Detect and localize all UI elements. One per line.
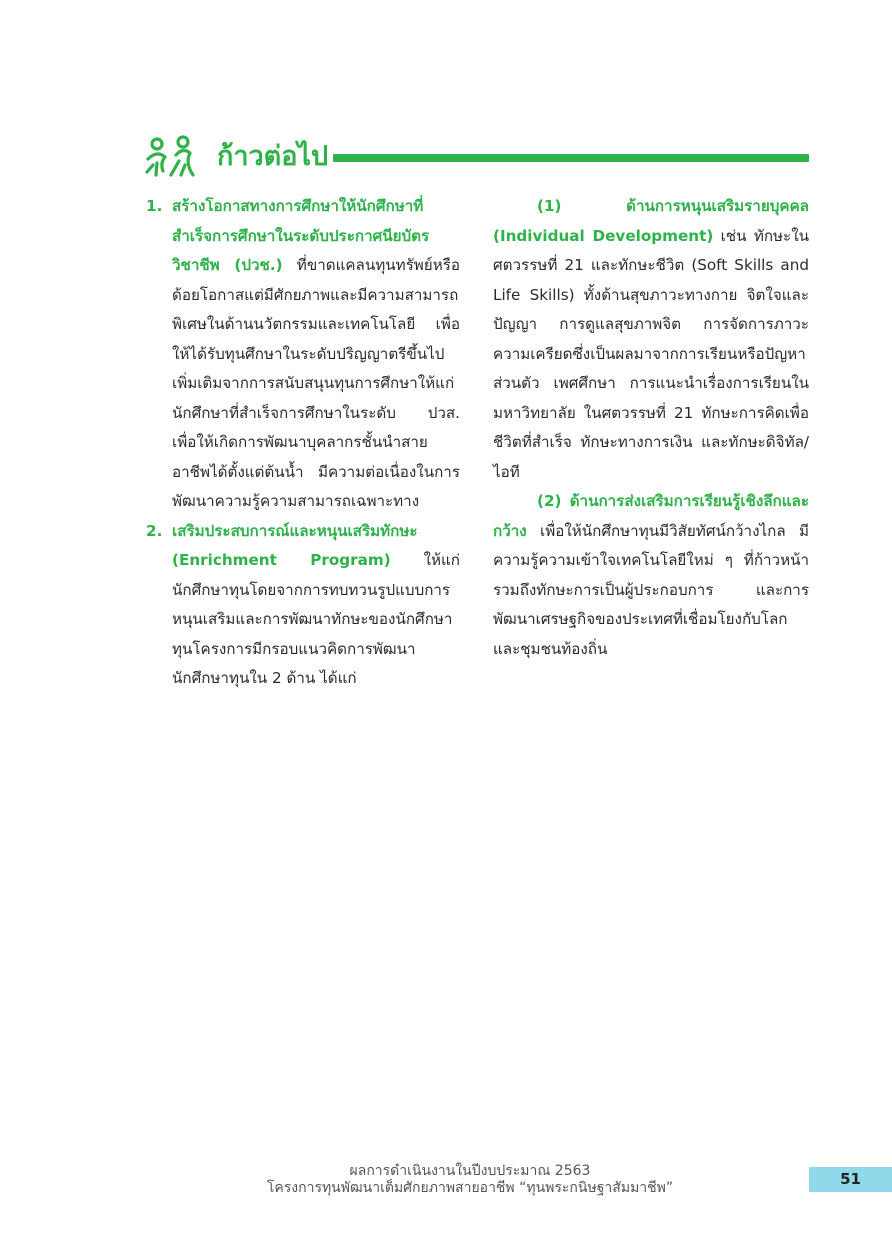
paragraph-heading: (1) ด้านการหนุนเสริมรายบุคคล (Individual Development) — [493, 197, 809, 245]
page-number-tab — [809, 1167, 892, 1192]
item-text: ที่ขาดแคลนทุนทรัพย์หรือด้อยโอกาสแต่มีศักยภาพและมีความสามารถพิเศษในด้านนวัตกรรมและเทคโนโลยี เพื่อให้ได้รับทุนศึกษาในระดับปริญญาตรีขึ้นไป เพิ่มเติมจากการสนับสนุนทุนการศึกษาให้แก่นักศึกษาที่สำเร็จการศึกษาในระดับ ปวส. เพื่อให้เกิดการพัฒนาบุคลากรชั้นนำสายอาชีพได้ตั้งแต่ต้นน้ำ มีความต่อเนื่องในการพัฒนาความรู้ความสามารถเฉพาะทาง — [172, 256, 460, 510]
paragraph-heading: (2) ด้านการส่งเสริมการเรียนรู้เชิงลึกและกว้าง — [493, 492, 809, 540]
item-number: 1. — [146, 197, 163, 215]
footer-line-1: ผลการดำเนินงานในปีงบประมาณ 2563 — [349, 1163, 591, 1179]
paragraph — [493, 192, 809, 487]
item-heading: สร้างโอกาสทางการศึกษาให้นักศึกษาที่สำเร็จการศึกษาในระดับประกาศนียบัตรวิชาชีพ (ปวช.) — [172, 197, 430, 274]
people-icon — [143, 135, 203, 179]
page-footer — [220, 1163, 720, 1197]
paragraph-text: เพื่อให้นักศึกษาทุนมีวิสัยทัศน์กว้างไกล มีความรู้ความเข้าใจเทคโนโลยีใหม่ ๆ ที่ก้าวหน้า รวมถึงทักษะการเป็นผู้ประกอบการ และการพัฒนาเศรษฐกิจของประเทศที่เชื่อมโยงกับโลกและชุมชนท้องถิ่น — [493, 521, 809, 658]
section-rule — [333, 154, 809, 162]
item-heading: เสริมประสบการณ์และหนุนเสริมทักษะ (Enrichment Program) — [172, 521, 418, 569]
page-number: 51 — [840, 1170, 861, 1188]
section-heading — [143, 135, 809, 183]
item-text: ให้แก่นักศึกษาทุนโดยจากการทบทวนรูปแบบการหนุนเสริมและการพัฒนาทักษะของนักศึกษาทุนโครงการมีกรอบแนวคิดการพัฒนานักศึกษาทุนใน 2 ด้าน ได้แก่ — [172, 551, 460, 687]
item-number: 2. — [146, 521, 163, 540]
right-column — [493, 192, 809, 664]
list-item — [146, 192, 460, 517]
section-title: ก้าวต่อไป — [217, 141, 329, 172]
left-column — [146, 192, 460, 694]
paragraph — [493, 487, 809, 664]
paragraph-text: เช่น ทักษะในศตวรรษที่ 21 และทักษะชีวิต (Soft Skills and Life Skills) ทั้งด้านสุขภาวะทางกาย จิตใจและปัญญา การดูแลสุขภาพจิต การจัดการภาวะความเครียดซึ่งเป็นผลมาจากการเรียนหรือปัญหาส่วนตัว เพศศึกษา การแนะนำเรื่องการเรียนในมหาวิทยาลัย ในศตวรรษที่ 21 ทักษะการคิดเพื่อชีวิตที่สำเร็จ ทักษะทางการเงิน และทักษะดิจิทัล/ไอที — [493, 226, 809, 481]
list-item — [146, 517, 460, 694]
footer-line-2: โครงการทุนพัฒนาเต็มศักยภาพสายอาชีพ “ทุนพระกนิษฐาสัมมาชีพ” — [266, 1180, 674, 1196]
